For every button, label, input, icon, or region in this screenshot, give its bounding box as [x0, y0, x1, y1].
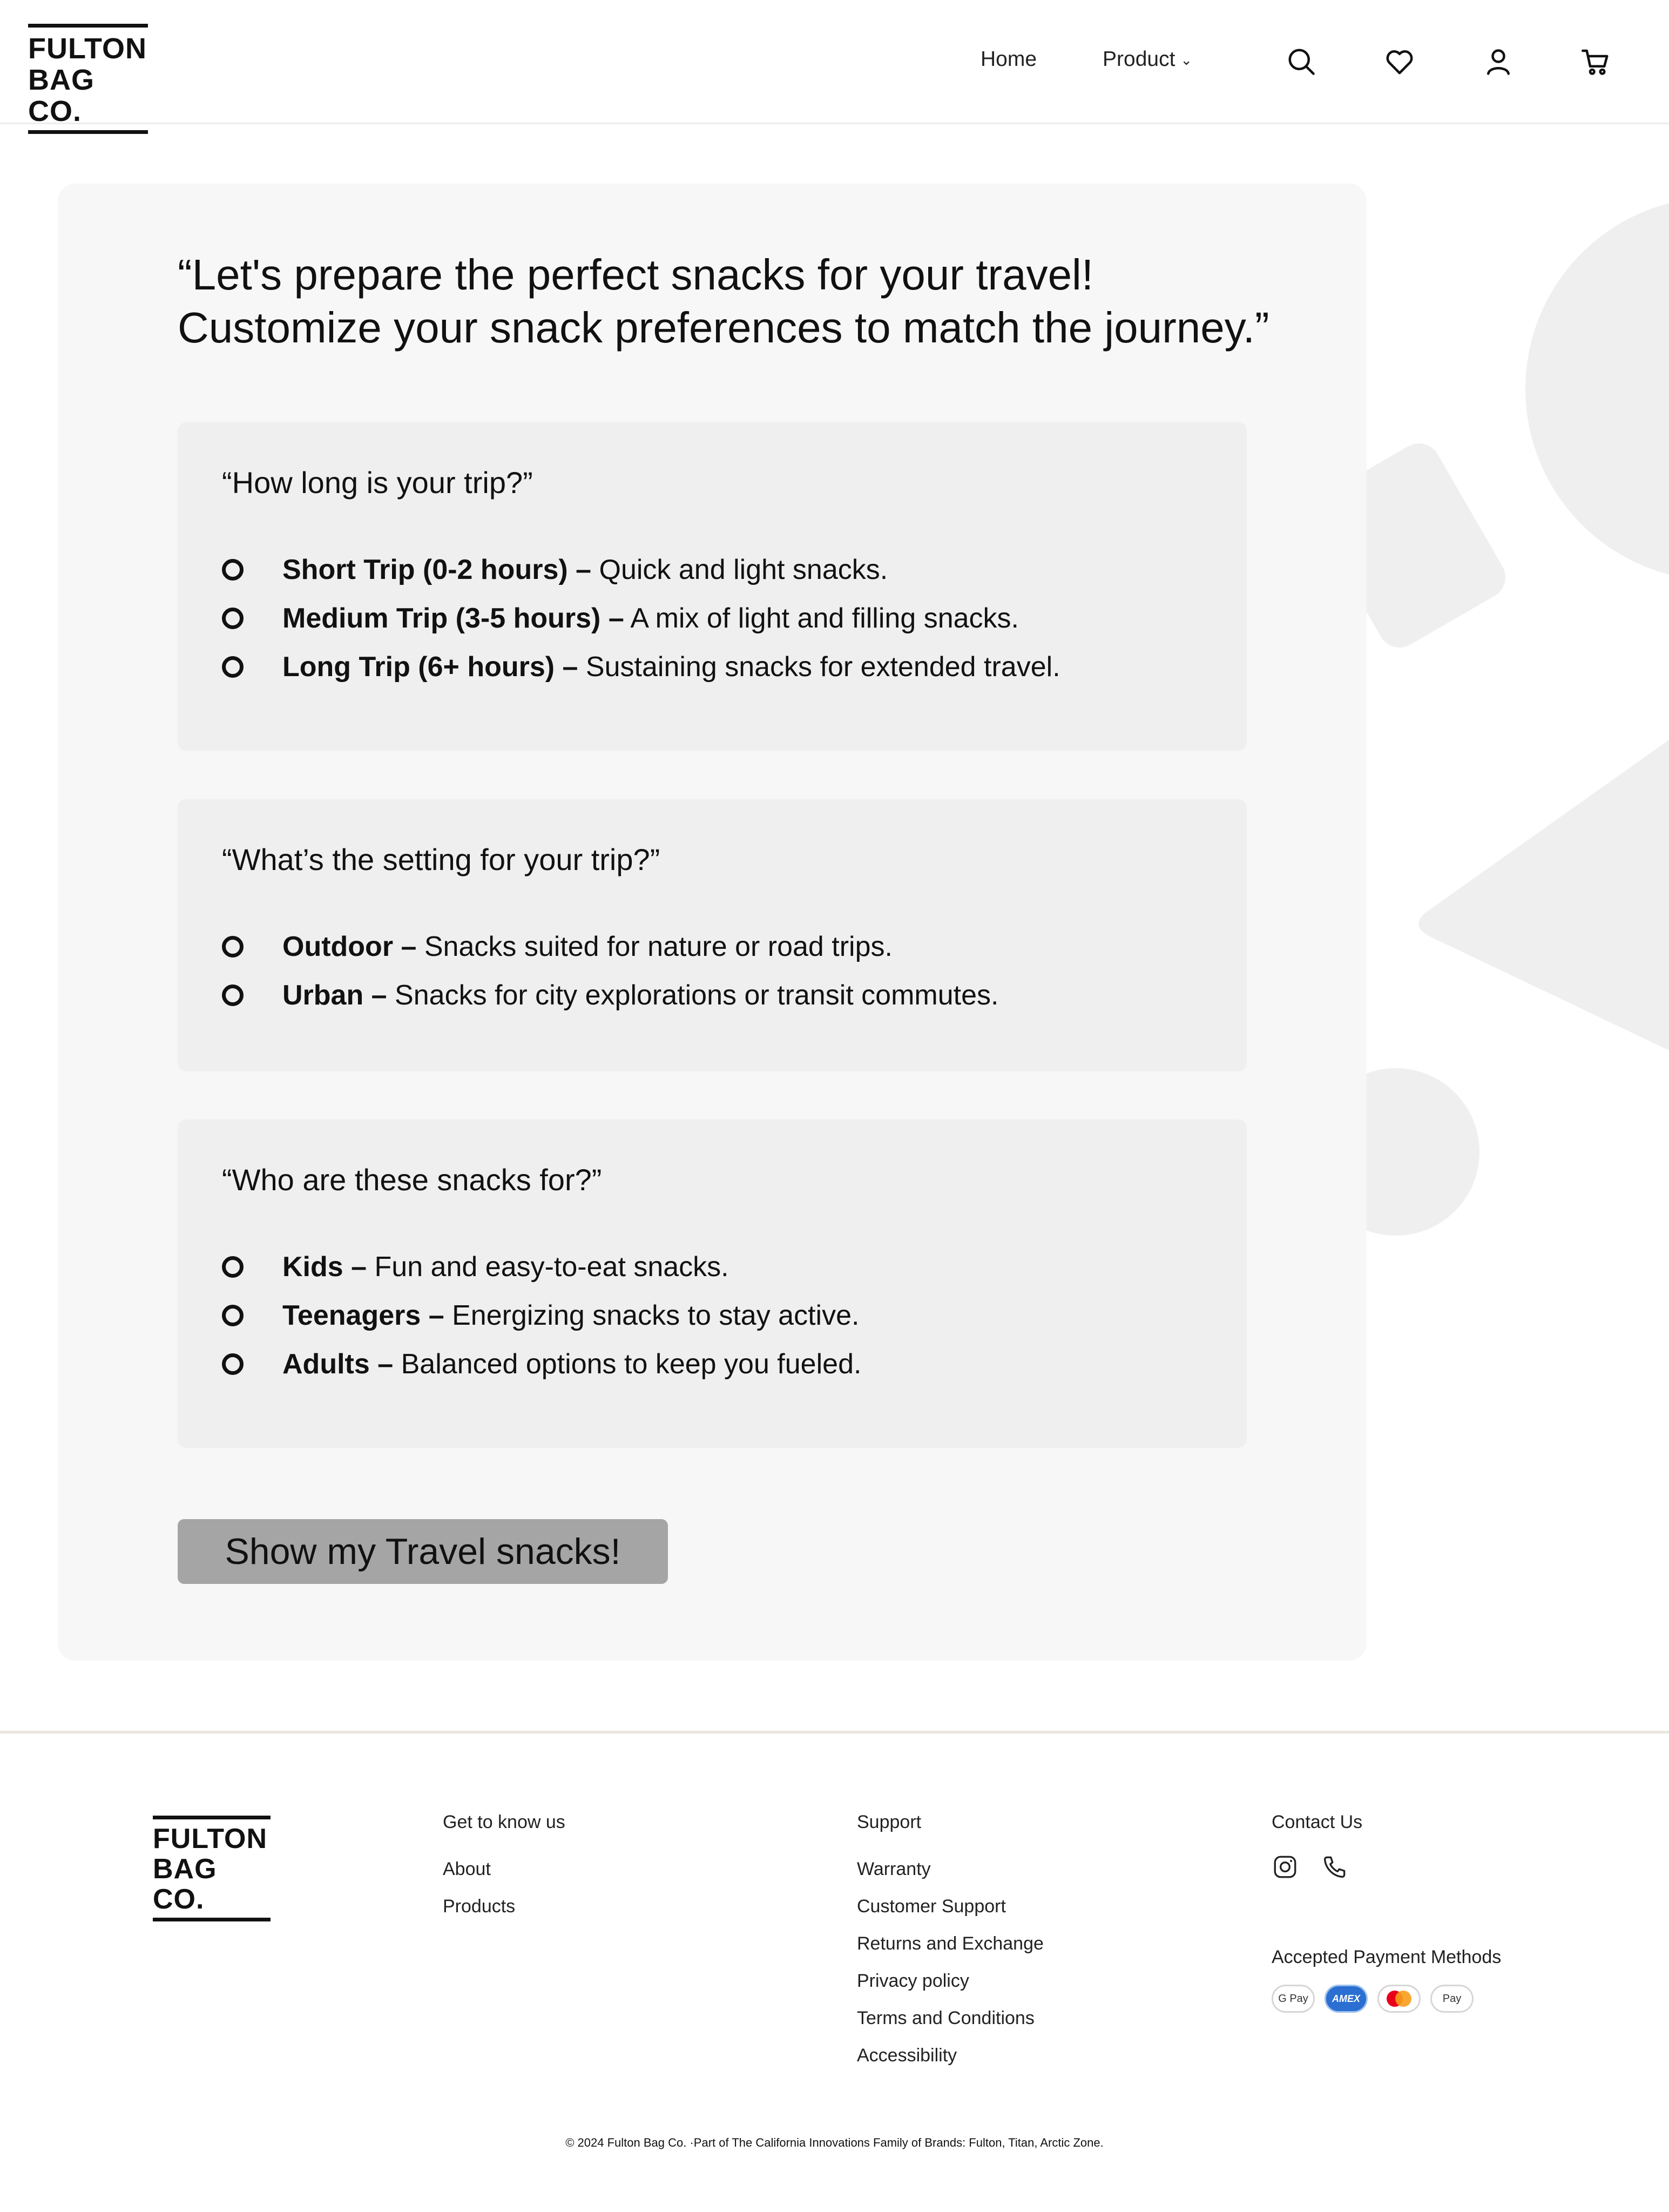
option-medium-trip[interactable]: [222, 599, 1019, 637]
footer-col-get-to-know-us: [443, 1812, 565, 1933]
radio-button[interactable]: [222, 608, 244, 629]
deco-large-circle: [1525, 197, 1669, 581]
payment-methods: [1272, 1985, 1474, 2013]
footer-link-customer-support[interactable]: Customer Support: [857, 1896, 1006, 1917]
option-text: Teenagers – Energizing snacks to stay active.: [282, 1300, 860, 1331]
option-urban[interactable]: [222, 976, 998, 1014]
option-text: Outdoor – Snacks suited for nature or road trips.: [282, 931, 893, 962]
radio-button[interactable]: [222, 1256, 244, 1278]
copyright-text: © 2024 Fulton Bag Co. ·Part of The California Innovations Family of Brands: Fulton, Titan, Arctic Zone.: [565, 2136, 1104, 2149]
option-text: Kids – Fun and easy-to-eat snacks.: [282, 1251, 729, 1283]
question-title: “Who are these snacks for?”: [222, 1163, 602, 1197]
footer-heading: Contact Us: [1272, 1812, 1363, 1832]
nav-product-dropdown[interactable]: [1103, 48, 1192, 71]
option-text: Urban – Snacks for city explorations or transit commutes.: [282, 980, 999, 1011]
search-icon[interactable]: [1285, 45, 1317, 78]
question-title: “What’s the setting for your trip?”: [222, 842, 660, 876]
show-travel-snacks-button[interactable]: Show my Travel snacks!: [178, 1519, 668, 1584]
footer-link-products[interactable]: Products: [443, 1896, 516, 1917]
instagram-icon[interactable]: [1272, 1853, 1299, 1880]
footer-heading: Get to know us: [443, 1812, 565, 1832]
nav-product-label: Product: [1103, 48, 1175, 71]
option-teenagers[interactable]: [222, 1297, 859, 1334]
footer-heading: Support: [857, 1812, 922, 1832]
footer-link-accessibility[interactable]: Accessibility: [857, 2045, 957, 2066]
brand-logo[interactable]: [28, 24, 148, 134]
deco-triangle: [1418, 740, 1669, 1050]
footer-link-warranty[interactable]: Warranty: [857, 1859, 931, 1879]
logo-line-1: FULTON: [28, 32, 147, 65]
footer-col-contact: [1272, 1812, 1362, 1880]
option-text: Medium Trip (3-5 hours) – A mix of light and filling snacks.: [282, 603, 1019, 634]
option-text: Adults – Balanced options to keep you fueled.: [282, 1348, 862, 1380]
option-outdoor[interactable]: [222, 928, 893, 966]
footer-link-returns[interactable]: Returns and Exchange: [857, 1933, 1044, 1954]
radio-button[interactable]: [222, 559, 244, 581]
question-trip-setting: [178, 799, 1247, 1071]
radio-button[interactable]: [222, 1305, 244, 1326]
logo-line-2: BAG CO.: [153, 1853, 217, 1915]
radio-button[interactable]: [222, 656, 244, 678]
option-long-trip[interactable]: [222, 648, 1060, 686]
option-text: Short Trip (0-2 hours) – Quick and light snacks.: [282, 554, 888, 585]
nav-home-link[interactable]: Home: [981, 48, 1037, 71]
option-short-trip[interactable]: [222, 551, 888, 589]
radio-button[interactable]: [222, 936, 244, 957]
google-pay-icon: G Pay: [1272, 1985, 1315, 2013]
option-kids[interactable]: [222, 1248, 729, 1286]
question-title: “How long is your trip?”: [222, 466, 533, 500]
radio-button[interactable]: [222, 1353, 244, 1375]
question-trip-length: [178, 422, 1247, 751]
footer-link-terms[interactable]: Terms and Conditions: [857, 2008, 1035, 2028]
intro-heading: [178, 248, 1339, 354]
intro-line-2: Customize your snack preferences to match the journey.”: [178, 304, 1269, 352]
option-text: Long Trip (6+ hours) – Sustaining snacks for extended travel.: [282, 651, 1060, 683]
payment-methods-heading: Accepted Payment Methods: [1272, 1947, 1502, 1967]
logo-line-1: FULTON: [153, 1823, 268, 1854]
apple-pay-icon: Pay: [1430, 1985, 1474, 2013]
chevron-down-icon: ⌄: [1180, 52, 1193, 69]
footer-link-privacy[interactable]: Privacy policy: [857, 1971, 969, 1991]
footer-link-about[interactable]: About: [443, 1859, 491, 1879]
radio-button[interactable]: [222, 984, 244, 1006]
heart-icon[interactable]: [1383, 45, 1416, 78]
snack-preferences-card: [58, 184, 1367, 1661]
option-adults[interactable]: [222, 1345, 861, 1383]
mastercard-icon: [1377, 1985, 1421, 2013]
user-icon[interactable]: [1482, 45, 1515, 78]
question-snack-audience: [178, 1120, 1247, 1448]
intro-line-1: “Let's prepare the perfect snacks for your travel!: [178, 251, 1094, 299]
phone-icon[interactable]: [1321, 1853, 1348, 1880]
footer-col-support: [857, 1812, 1044, 2082]
footer-logo[interactable]: [153, 1816, 271, 1921]
site-header: [0, 0, 1669, 127]
footer-divider: [0, 1731, 1669, 1734]
logo-line-2: BAG CO.: [28, 64, 94, 127]
cart-icon[interactable]: [1579, 45, 1612, 78]
amex-icon: AMEX: [1325, 1985, 1368, 2013]
